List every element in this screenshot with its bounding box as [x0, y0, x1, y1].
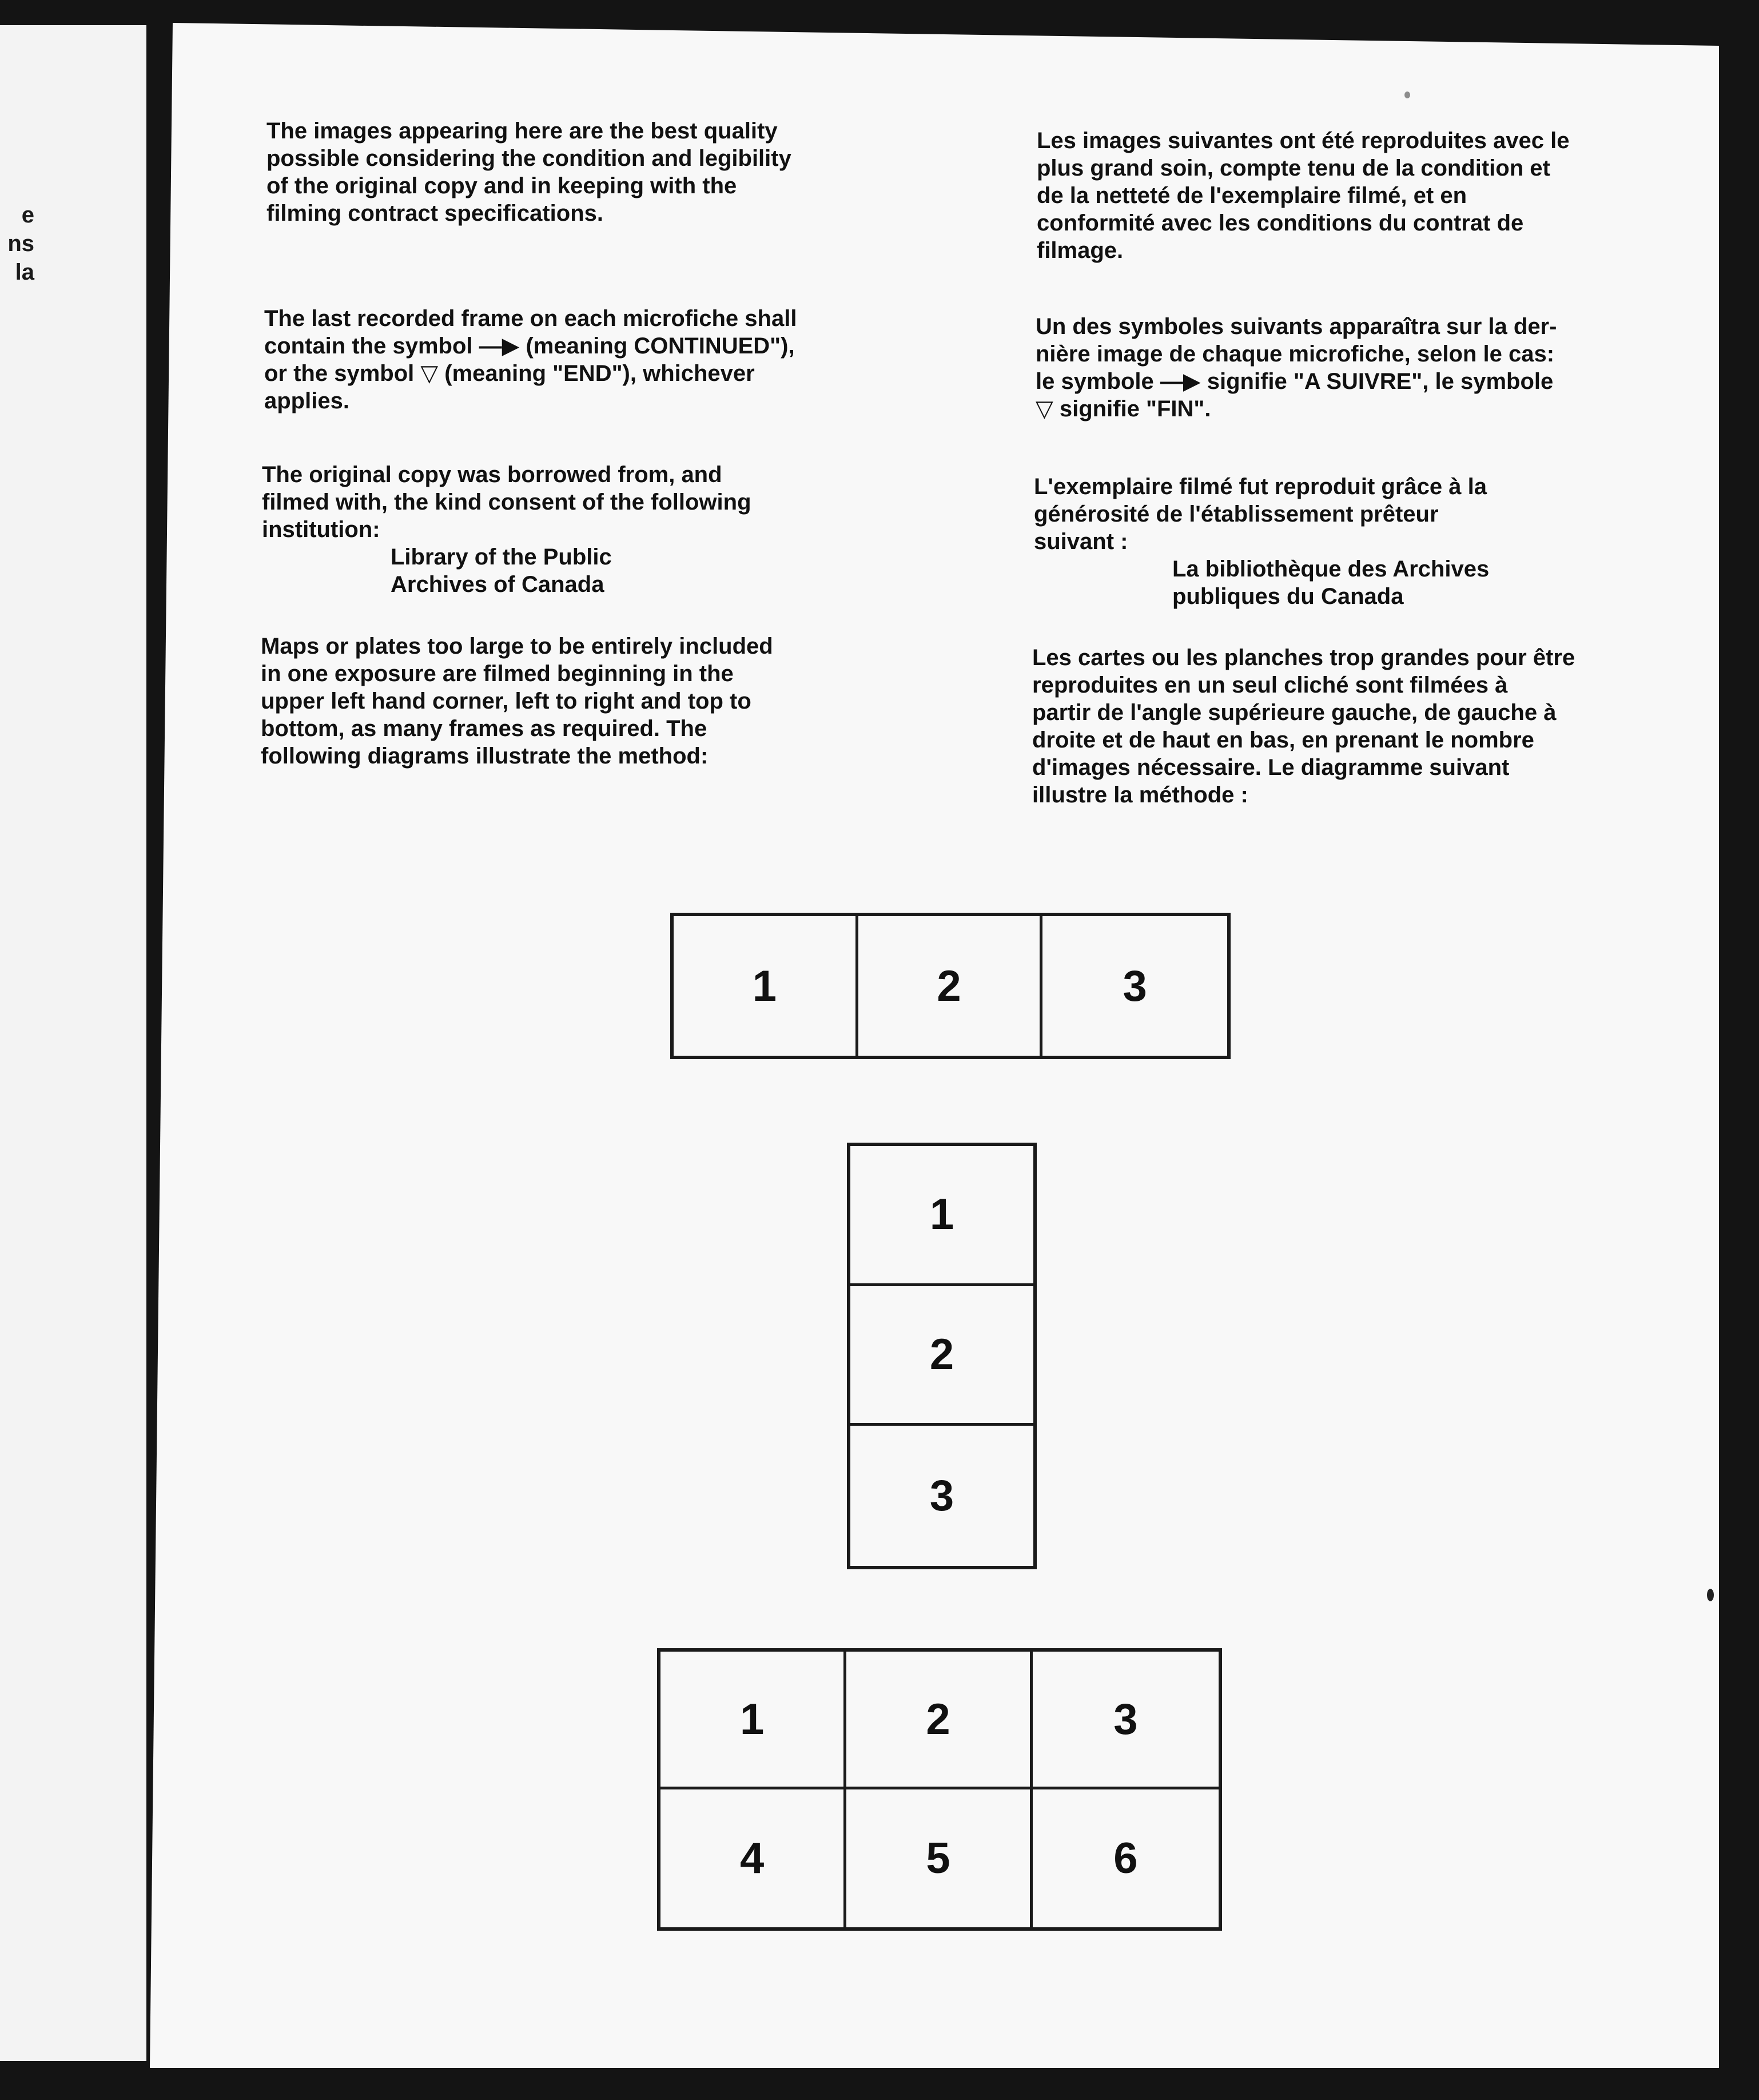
scan-speck	[1707, 1589, 1714, 1601]
frame-cell: 2	[858, 916, 1043, 1056]
frame-cell: 2	[850, 1286, 1033, 1426]
french-institution-name: publiques du Canada	[1172, 584, 1404, 609]
left-fragment: ns	[7, 231, 34, 256]
frame-cell: 5	[846, 1789, 1032, 1927]
scan-speck	[1404, 92, 1410, 98]
french-borrowed-paragraph: L'exemplaire filmé fut reproduit grâce à la générosité de l'établissement prêteur suivant : La bibliothèque des Archives publiques du Canada	[1034, 474, 1490, 609]
english-borrowed-paragraph: The original copy was borrowed from, and filmed with, the kind consent of the following institution: Library of the Public Archives of Canada	[262, 462, 751, 597]
frame-cell: 3	[1123, 961, 1147, 1011]
frame-cell: 2	[846, 1652, 1032, 1789]
french-symbols-paragraph: Un des symboles suivants apparaîtra sur la der- nière image de chaque microfiche, selon le cas: le symbole —▶ signifie "A SUIVRE", le symbole ▽ signifie "FIN".	[1036, 314, 1557, 421]
english-institution-name: Library of the Public	[391, 544, 612, 570]
vertical-frame-diagram	[847, 1143, 1037, 1569]
english-maps-paragraph: Maps or plates too large to be entirely included in one exposure are filmed beginning in the upper left hand corner, left to right and top to bottom, as many frames as required. The following diagrams illustrate the method:	[261, 634, 773, 769]
frame-cell: 1	[660, 1652, 846, 1789]
left-fragment: e	[21, 202, 34, 228]
frame-cell: 1	[850, 1146, 1033, 1286]
page-fold-line	[146, 25, 151, 2067]
frame-cell: 6	[1113, 1834, 1138, 1883]
french-institution-name: La bibliothèque des Archives	[1172, 556, 1490, 582]
horizontal-frame-diagram	[670, 913, 1231, 1059]
french-maps-paragraph: Les cartes ou les planches trop grandes pour être reproduites en un seul cliché sont filmées à partir de l'angle supérieure gauche, de gauche à droite et de haut en bas, en prenant le nombre d'images nécessaire. Le diagramme suivant illustre la méthode :	[1032, 645, 1575, 808]
french-quality-paragraph: Les images suivantes ont été reproduites avec le plus grand soin, compte tenu de la condition et de la netteté de l'exemplaire filmé, et en conformité avec les conditions du contrat de filmage.	[1037, 128, 1570, 263]
frame-cell: 4	[660, 1789, 846, 1927]
english-institution-name: Archives of Canada	[391, 572, 604, 597]
frame-cell: 3	[929, 1471, 954, 1521]
english-quality-paragraph: The images appearing here are the best quality possible considering the condition and legibility of the original copy and in keeping with the filming contract specifications.	[266, 118, 791, 226]
left-fragment: la	[15, 260, 34, 285]
frame-cell: 1	[674, 916, 858, 1056]
previous-page-edge	[0, 25, 146, 2061]
frame-cell: 3	[1033, 1652, 1219, 1789]
english-symbols-paragraph: The last recorded frame on each microfiche shall contain the symbol —▶ (meaning CONTINUED"), or the symbol ▽ (meaning "END"), whichever applies.	[264, 306, 797, 413]
grid-frame-diagram	[657, 1648, 1222, 1931]
